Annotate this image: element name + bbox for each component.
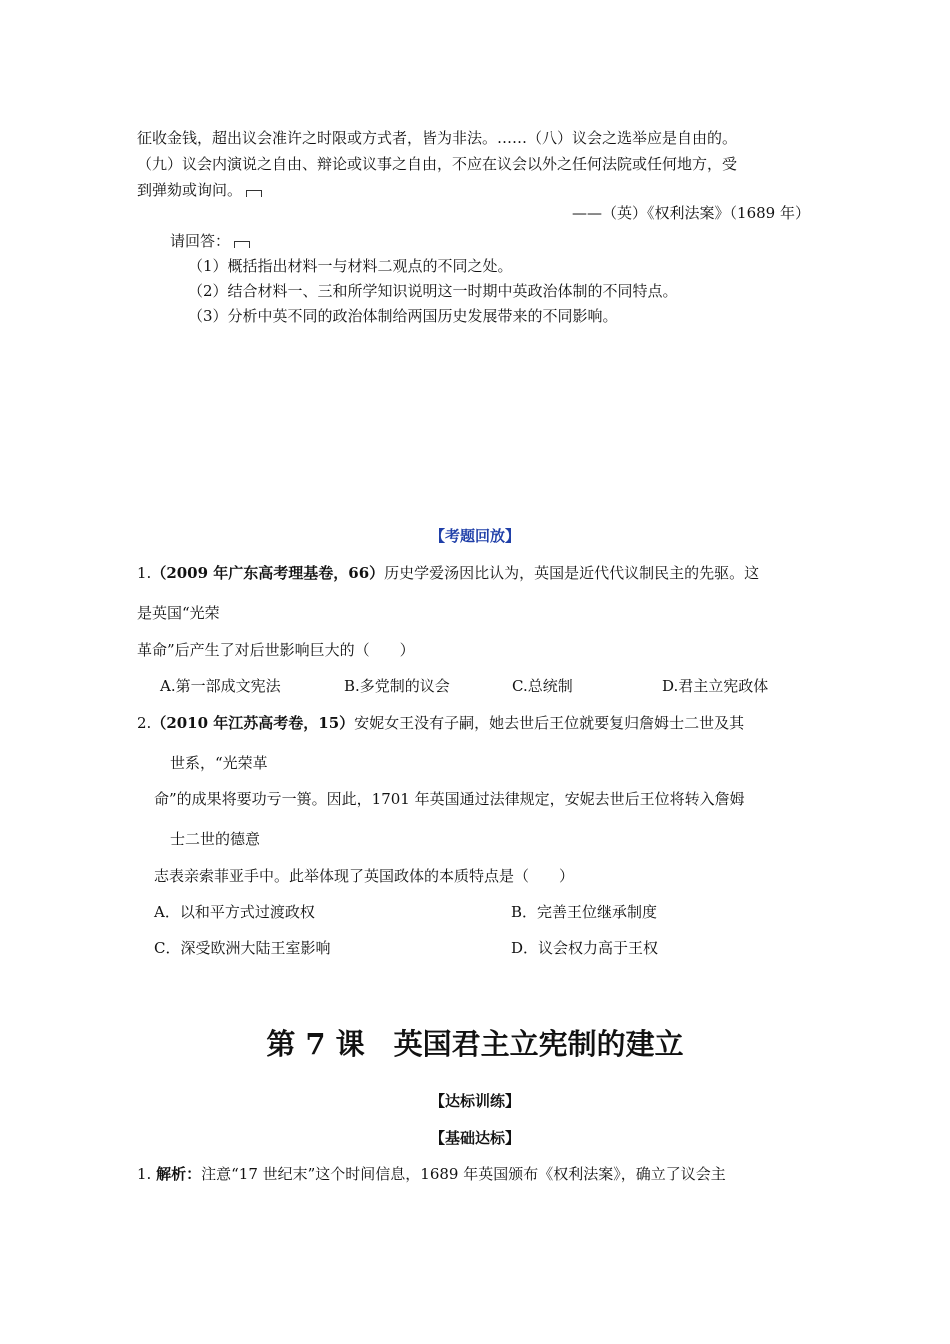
review-item-1-option-d: D.君主立宪政体 bbox=[662, 677, 769, 695]
review-heading: 【考题回放】 bbox=[429, 527, 520, 545]
analysis-text: 注意“17 世纪末”这个时间信息，1689 年英国颁布《权利法案》，确立了议会主 bbox=[201, 1165, 726, 1183]
review-item-1-line-1 bbox=[137, 563, 759, 583]
review-item-1-option-c: C.总统制 bbox=[512, 677, 573, 695]
question-2: （2）结合材料一、三和所学知识说明这一时期中英政治体制的不同特点。 bbox=[188, 282, 678, 300]
review-item-2-option-b: B．完善王位继承制度 bbox=[511, 903, 658, 921]
review-item-2-line-3: 命”的成果将要功亏一篑。因此，1701 年英国通过法律规定，安妮去世后王位将转入詹姆 bbox=[154, 790, 745, 808]
passage-line-1: 征收金钱，超出议会准许之时限或方式者，皆为非法。……（八）议会之选举应是自由的。 bbox=[137, 129, 738, 147]
passage-line-2: （九）议会内演说之自由、辩论或议事之自由，不应在议会以外之任何法院或任何地方，受 bbox=[137, 155, 738, 173]
item-text: 历史学爱汤因比认为，英国是近代代议制民主的先驱。这 bbox=[384, 564, 760, 582]
review-item-2-option-a: A．以和平方式过渡政权 bbox=[154, 903, 315, 921]
review-item-2-line-4: 士二世的德意 bbox=[170, 830, 261, 848]
lesson-title: 第 7 课 英国君主立宪制的建立 bbox=[266, 1027, 684, 1061]
review-item-2-option-c: C．深受欧洲大陆王室影响 bbox=[154, 939, 331, 957]
passage-source: ——（英）《权利法案》（1689 年） bbox=[572, 204, 810, 222]
questions-prompt bbox=[170, 231, 250, 251]
review-item-2-line-1 bbox=[137, 713, 744, 733]
item-number: 2. bbox=[137, 714, 152, 732]
passage-line-3 bbox=[137, 180, 262, 200]
question-1: （1）概括指出材料一与材料二观点的不同之处。 bbox=[188, 257, 513, 275]
item-number: 1. bbox=[137, 1165, 152, 1183]
review-item-1-option-b: B.多党制的议会 bbox=[344, 677, 450, 695]
return-mark-icon bbox=[234, 241, 250, 248]
review-item-2-option-d: D．议会权力高于王权 bbox=[511, 939, 659, 957]
return-mark-icon bbox=[246, 190, 262, 197]
review-item-1-line-3: 革命”后产生了对后世影响巨大的（ ） bbox=[137, 641, 415, 659]
review-item-2-line-5: 志表亲索菲亚手中。此举体现了英国政体的本质特点是（ ） bbox=[154, 867, 575, 885]
passage-line-3-text: 到弹劾或询问。 bbox=[137, 181, 243, 199]
questions-prompt-text: 请回答： bbox=[170, 232, 231, 250]
section-heading: 【达标训练】 bbox=[429, 1092, 520, 1110]
analysis-item-1 bbox=[137, 1164, 726, 1184]
item-source: （2009 年广东高考理基卷，66） bbox=[151, 564, 385, 582]
item-source: （2010 年江苏高考卷，15） bbox=[151, 714, 355, 732]
item-text: 安妮女王没有子嗣，她去世后王位就要复归詹姆士二世及其 bbox=[354, 714, 745, 732]
analysis-label: 解析： bbox=[156, 1165, 202, 1183]
subsection-heading: 【基础达标】 bbox=[429, 1129, 520, 1147]
review-item-1-option-a: A.第一部成文宪法 bbox=[160, 677, 281, 695]
review-item-2-line-2: 世系，“光荣革 bbox=[170, 754, 268, 772]
question-3: （3）分析中英不同的政治体制给两国历史发展带来的不同影响。 bbox=[188, 307, 618, 325]
item-number: 1. bbox=[137, 564, 152, 582]
review-item-1-line-2: 是英国“光荣 bbox=[137, 604, 220, 622]
